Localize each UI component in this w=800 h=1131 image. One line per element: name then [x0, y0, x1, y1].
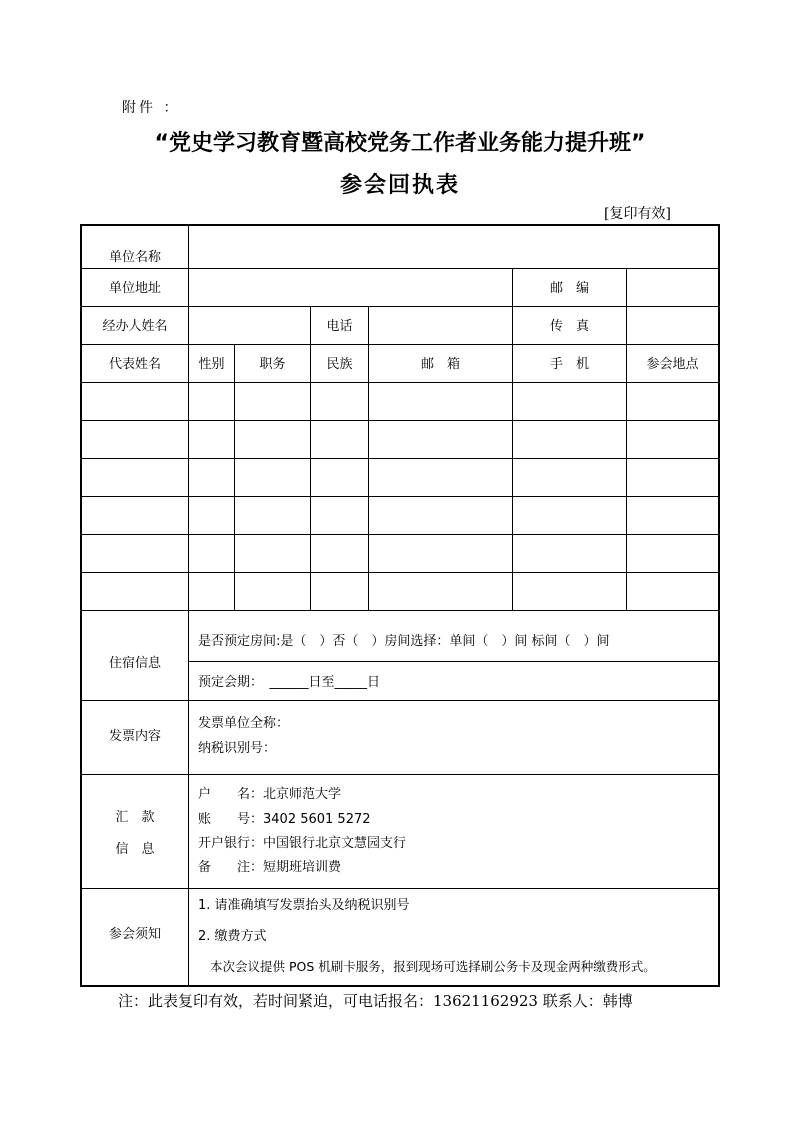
row-divider: [82, 774, 718, 775]
notice-item-2-detail: 本次会议提供 POS 机刷卡服务，报到现场可选择刷公务卡及现金两种缴费形式。: [210, 959, 656, 974]
column-header-position: 职务: [259, 357, 286, 372]
row-divider: [82, 888, 718, 889]
column-header-mobile: 手 机: [549, 357, 589, 372]
remittance-label-top: 汇 款: [115, 810, 155, 825]
notice-label: 参会须知: [108, 927, 161, 942]
table-row[interactable]: [82, 573, 718, 610]
notice-item-1: 1. 请准确填写发票抬头及纳税识别号: [198, 898, 410, 913]
handler-name-field[interactable]: [189, 307, 310, 344]
postcode-label: 邮 编: [549, 281, 589, 296]
org-name-field[interactable]: [189, 226, 718, 268]
table-row[interactable]: [82, 459, 718, 496]
notice-item-2: 2. 缴费方式: [198, 929, 267, 944]
phone-label: 电话: [326, 319, 353, 334]
copy-valid-note: [复印有效]: [604, 206, 671, 222]
invoice-company-line: 发票单位全称：: [198, 716, 290, 731]
invoice-label: 发票内容: [108, 729, 161, 744]
table-row[interactable]: [82, 497, 718, 534]
column-header-gender: 性别: [198, 357, 225, 372]
column-header-ethnicity: 民族: [326, 357, 353, 372]
remark-line: 备 注：短期班培训费: [198, 860, 342, 875]
column-header-name: 代表姓名: [108, 357, 161, 372]
bank-line: 开户银行：中国银行北京文慧园支行: [198, 836, 407, 851]
attachment-label: 附件 ：: [122, 100, 181, 116]
registration-form: [80, 224, 720, 987]
row-divider: [82, 610, 718, 611]
form-subtitle: 参会回执表: [339, 173, 460, 198]
fax-field[interactable]: [627, 307, 718, 344]
room-booking-line: 是否预定房间:是（ ）否（ ）房间选择：单间（ ）间 标间（ ）间: [198, 634, 610, 649]
org-address-label: 单位地址: [108, 281, 161, 296]
org-name-label: 单位名称: [108, 250, 161, 265]
lodging-label: 住宿信息: [108, 656, 161, 671]
table-row[interactable]: [82, 421, 718, 458]
handler-name-label: 经办人姓名: [102, 319, 168, 334]
fax-label: 传 真: [549, 319, 589, 334]
org-address-field[interactable]: [189, 269, 512, 306]
postcode-field[interactable]: [627, 269, 718, 306]
form-title: “党史学习教育暨高校党务工作者业务能力提升班”: [154, 131, 646, 156]
footer-note: 注：此表复印有效，若时间紧迫，可电话报名：13621162923 联系人：韩博: [118, 992, 633, 1010]
booking-dates-line: 预定会期： ______日至_____日: [198, 675, 381, 690]
tax-id-line: 纳税识别号：: [198, 741, 277, 756]
account-number-line: 账 号：3402 5601 5272: [198, 812, 371, 827]
account-name-line: 户 名：北京师范大学: [198, 787, 342, 802]
row-divider: [82, 344, 718, 345]
lodging-divider: [188, 661, 718, 662]
phone-field[interactable]: [369, 307, 512, 344]
column-header-email: 邮 箱: [420, 357, 460, 372]
table-row[interactable]: [82, 383, 718, 420]
remittance-label-bottom: 信 息: [115, 842, 155, 857]
table-row[interactable]: [82, 535, 718, 572]
row-divider: [82, 700, 718, 701]
column-header-location: 参会地点: [646, 357, 699, 372]
